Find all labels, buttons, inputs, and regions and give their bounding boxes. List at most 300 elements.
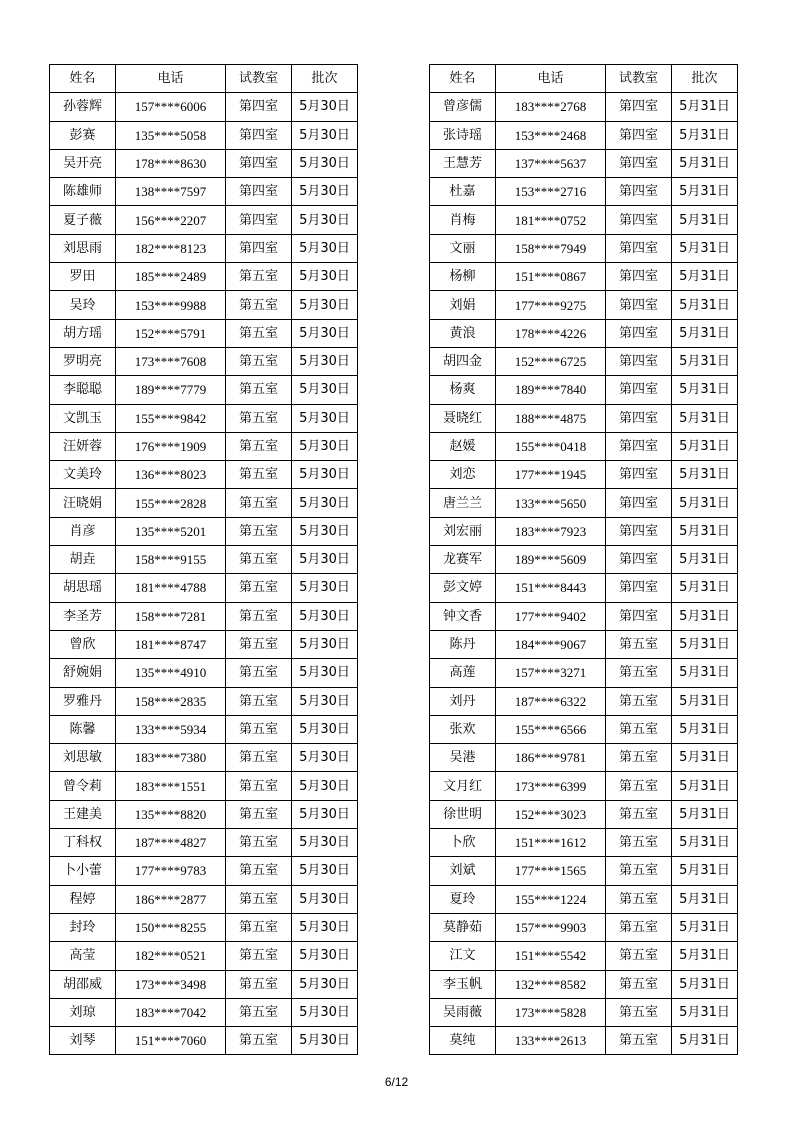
table-row	[430, 291, 738, 319]
cell-name: 龙赛军	[430, 546, 496, 574]
cell-room: 第五室	[226, 715, 292, 743]
cell-name: 黄浪	[430, 319, 496, 347]
cell-name: 胡思瑶	[50, 574, 116, 602]
cell-name: 丁科权	[50, 829, 116, 857]
cell-batch: 5月31日	[672, 913, 738, 941]
cell-room: 第四室	[606, 574, 672, 602]
cell-room: 第五室	[606, 942, 672, 970]
cell-name: 杨柳	[430, 263, 496, 291]
table-row	[50, 546, 358, 574]
cell-name: 陈丹	[430, 630, 496, 658]
cell-batch: 5月31日	[672, 772, 738, 800]
cell-batch: 5月31日	[672, 546, 738, 574]
cell-name: 张欢	[430, 715, 496, 743]
cell-phone: 135****8820	[116, 800, 226, 828]
table-row	[50, 630, 358, 658]
cell-phone: 189****7840	[496, 376, 606, 404]
cell-batch: 5月31日	[672, 687, 738, 715]
cell-phone: 155****2828	[116, 489, 226, 517]
cell-phone: 153****9988	[116, 291, 226, 319]
cell-batch: 5月30日	[292, 970, 358, 998]
table-row	[50, 913, 358, 941]
cell-room: 第四室	[606, 376, 672, 404]
cell-name: 李圣芳	[50, 602, 116, 630]
cell-name: 文美玲	[50, 461, 116, 489]
cell-name: 罗田	[50, 263, 116, 291]
cell-room: 第五室	[226, 659, 292, 687]
cell-batch: 5月30日	[292, 291, 358, 319]
cell-batch: 5月31日	[672, 885, 738, 913]
cell-phone: 176****1909	[116, 432, 226, 460]
cell-room: 第四室	[606, 489, 672, 517]
cell-batch: 5月31日	[672, 1027, 738, 1055]
cell-name: 王建美	[50, 800, 116, 828]
table-row	[430, 432, 738, 460]
table-row	[50, 432, 358, 460]
cell-batch: 5月31日	[672, 715, 738, 743]
cell-name: 罗明亮	[50, 347, 116, 375]
table-row	[50, 970, 358, 998]
cell-name: 刘思雨	[50, 234, 116, 262]
cell-batch: 5月30日	[292, 744, 358, 772]
cell-phone: 187****4827	[116, 829, 226, 857]
table-row	[50, 1027, 358, 1055]
table-row	[50, 772, 358, 800]
cell-batch: 5月31日	[672, 517, 738, 545]
cell-batch: 5月30日	[292, 546, 358, 574]
table-row	[430, 913, 738, 941]
table-row	[430, 602, 738, 630]
cell-name: 刘琴	[50, 1027, 116, 1055]
cell-name: 卜小蕾	[50, 857, 116, 885]
cell-phone: 133****5650	[496, 489, 606, 517]
cell-phone: 132****8582	[496, 970, 606, 998]
cell-room: 第五室	[226, 517, 292, 545]
cell-name: 杜嘉	[430, 178, 496, 206]
table-row	[430, 517, 738, 545]
cell-room: 第五室	[226, 319, 292, 347]
table-row	[50, 319, 358, 347]
cell-name: 夏玲	[430, 885, 496, 913]
cell-phone: 157****9903	[496, 913, 606, 941]
cell-name: 胡垚	[50, 546, 116, 574]
cell-phone: 189****7779	[116, 376, 226, 404]
cell-phone: 151****7060	[116, 1027, 226, 1055]
cell-name: 吴玲	[50, 291, 116, 319]
table-row	[430, 687, 738, 715]
table-row	[430, 489, 738, 517]
cell-batch: 5月31日	[672, 149, 738, 177]
cell-phone: 177****1565	[496, 857, 606, 885]
cell-name: 汪晓娟	[50, 489, 116, 517]
cell-phone: 173****3498	[116, 970, 226, 998]
cell-batch: 5月31日	[672, 800, 738, 828]
cell-room: 第四室	[606, 461, 672, 489]
cell-name: 吴雨薇	[430, 998, 496, 1026]
column-header-name: 姓名	[430, 65, 496, 93]
cell-batch: 5月31日	[672, 234, 738, 262]
roster-table-right	[429, 64, 738, 1055]
cell-batch: 5月31日	[672, 347, 738, 375]
cell-phone: 135****5058	[116, 121, 226, 149]
cell-name: 封玲	[50, 913, 116, 941]
cell-batch: 5月31日	[672, 744, 738, 772]
cell-room: 第五室	[226, 461, 292, 489]
cell-name: 赵媛	[430, 432, 496, 460]
cell-phone: 187****6322	[496, 687, 606, 715]
cell-phone: 138****7597	[116, 178, 226, 206]
table-row	[430, 715, 738, 743]
table-row	[430, 1027, 738, 1055]
cell-room: 第四室	[606, 206, 672, 234]
cell-room: 第五室	[226, 602, 292, 630]
cell-name: 刘娟	[430, 291, 496, 319]
cell-phone: 173****6399	[496, 772, 606, 800]
cell-name: 文月红	[430, 772, 496, 800]
cell-name: 刘恋	[430, 461, 496, 489]
table-row	[430, 178, 738, 206]
cell-room: 第四室	[226, 121, 292, 149]
cell-batch: 5月30日	[292, 347, 358, 375]
cell-phone: 181****0752	[496, 206, 606, 234]
table-row	[430, 829, 738, 857]
roster-body-left	[50, 93, 358, 1055]
cell-room: 第五室	[226, 630, 292, 658]
cell-name: 吴开亮	[50, 149, 116, 177]
cell-phone: 155****6566	[496, 715, 606, 743]
cell-phone: 158****2835	[116, 687, 226, 715]
cell-room: 第五室	[226, 347, 292, 375]
cell-room: 第四室	[226, 206, 292, 234]
cell-name: 胡方瑶	[50, 319, 116, 347]
cell-name: 刘丹	[430, 687, 496, 715]
cell-phone: 152****6725	[496, 347, 606, 375]
cell-name: 刘斌	[430, 857, 496, 885]
table-row	[50, 602, 358, 630]
cell-room: 第四室	[226, 93, 292, 121]
cell-batch: 5月31日	[672, 121, 738, 149]
table-row	[50, 121, 358, 149]
cell-room: 第五室	[606, 885, 672, 913]
cell-name: 彭文婷	[430, 574, 496, 602]
cell-name: 陈馨	[50, 715, 116, 743]
cell-room: 第四室	[606, 602, 672, 630]
cell-batch: 5月31日	[672, 574, 738, 602]
cell-batch: 5月30日	[292, 942, 358, 970]
column-header-batch: 批次	[672, 65, 738, 93]
cell-name: 程婷	[50, 885, 116, 913]
table-row	[430, 149, 738, 177]
cell-phone: 186****9781	[496, 744, 606, 772]
table-row	[50, 998, 358, 1026]
cell-room: 第五室	[226, 291, 292, 319]
cell-room: 第五室	[226, 885, 292, 913]
cell-name: 肖梅	[430, 206, 496, 234]
cell-phone: 151****8443	[496, 574, 606, 602]
cell-room: 第五室	[226, 744, 292, 772]
roster-body-right	[430, 93, 738, 1055]
header-row	[430, 65, 738, 93]
cell-room: 第四室	[606, 178, 672, 206]
cell-room: 第四室	[606, 121, 672, 149]
cell-name: 高莹	[50, 942, 116, 970]
cell-room: 第四室	[606, 546, 672, 574]
cell-room: 第五室	[226, 772, 292, 800]
cell-name: 江文	[430, 942, 496, 970]
cell-phone: 181****8747	[116, 630, 226, 658]
cell-room: 第五室	[226, 970, 292, 998]
cell-room: 第五室	[606, 829, 672, 857]
cell-batch: 5月31日	[672, 432, 738, 460]
cell-phone: 189****5609	[496, 546, 606, 574]
cell-name: 曾欣	[50, 630, 116, 658]
cell-batch: 5月31日	[672, 489, 738, 517]
cell-name: 钟文香	[430, 602, 496, 630]
cell-phone: 155****9842	[116, 404, 226, 432]
cell-phone: 133****5934	[116, 715, 226, 743]
cell-room: 第五室	[226, 1027, 292, 1055]
cell-batch: 5月31日	[672, 376, 738, 404]
cell-batch: 5月31日	[672, 461, 738, 489]
cell-phone: 177****9783	[116, 857, 226, 885]
cell-room: 第四室	[606, 432, 672, 460]
table-row	[50, 715, 358, 743]
table-row	[50, 687, 358, 715]
cell-phone: 183****1551	[116, 772, 226, 800]
table-row	[50, 489, 358, 517]
cell-room: 第四室	[606, 517, 672, 545]
cell-batch: 5月30日	[292, 121, 358, 149]
table-row	[50, 93, 358, 121]
page-number: 6/12	[384, 1075, 409, 1089]
table-row	[50, 885, 358, 913]
cell-phone: 184****9067	[496, 630, 606, 658]
table-row	[50, 149, 358, 177]
cell-room: 第四室	[606, 93, 672, 121]
table-row	[50, 659, 358, 687]
column-header-name: 姓名	[50, 65, 116, 93]
column-header-room: 试教室	[606, 65, 672, 93]
cell-room: 第五室	[226, 857, 292, 885]
cell-room: 第四室	[606, 347, 672, 375]
cell-phone: 158****9155	[116, 546, 226, 574]
table-row	[430, 376, 738, 404]
cell-phone: 157****6006	[116, 93, 226, 121]
table-row	[430, 772, 738, 800]
cell-name: 文凯玉	[50, 404, 116, 432]
cell-room: 第五室	[606, 687, 672, 715]
cell-phone: 178****4226	[496, 319, 606, 347]
cell-room: 第五室	[606, 800, 672, 828]
cell-name: 吴港	[430, 744, 496, 772]
cell-phone: 155****1224	[496, 885, 606, 913]
cell-name: 刘宏丽	[430, 517, 496, 545]
cell-name: 莫静茹	[430, 913, 496, 941]
cell-batch: 5月30日	[292, 404, 358, 432]
cell-name: 王慧芳	[430, 149, 496, 177]
cell-room: 第四室	[606, 291, 672, 319]
cell-room: 第四室	[606, 234, 672, 262]
cell-name: 高莲	[430, 659, 496, 687]
cell-room: 第五室	[226, 942, 292, 970]
table-row	[430, 998, 738, 1026]
table-row	[50, 376, 358, 404]
table-row	[50, 857, 358, 885]
cell-phone: 188****4875	[496, 404, 606, 432]
cell-room: 第四室	[226, 234, 292, 262]
cell-phone: 181****4788	[116, 574, 226, 602]
cell-name: 陈雄师	[50, 178, 116, 206]
cell-phone: 156****2207	[116, 206, 226, 234]
cell-phone: 158****7949	[496, 234, 606, 262]
cell-batch: 5月31日	[672, 942, 738, 970]
cell-phone: 177****9402	[496, 602, 606, 630]
cell-name: 李聪聪	[50, 376, 116, 404]
cell-batch: 5月31日	[672, 178, 738, 206]
cell-room: 第五室	[226, 546, 292, 574]
cell-room: 第五室	[226, 687, 292, 715]
table-row	[50, 234, 358, 262]
cell-batch: 5月30日	[292, 772, 358, 800]
cell-phone: 133****2613	[496, 1027, 606, 1055]
table-row	[430, 347, 738, 375]
cell-batch: 5月31日	[672, 319, 738, 347]
table-row	[50, 178, 358, 206]
cell-room: 第五室	[606, 744, 672, 772]
cell-batch: 5月30日	[292, 319, 358, 347]
cell-batch: 5月30日	[292, 602, 358, 630]
cell-name: 文丽	[430, 234, 496, 262]
cell-name: 胡四金	[430, 347, 496, 375]
cell-name: 聂晓红	[430, 404, 496, 432]
table-row	[430, 546, 738, 574]
cell-room: 第四室	[226, 149, 292, 177]
table-row	[50, 517, 358, 545]
column-header-batch: 批次	[292, 65, 358, 93]
cell-room: 第五室	[226, 829, 292, 857]
cell-name: 曾令莉	[50, 772, 116, 800]
cell-name: 刘琼	[50, 998, 116, 1026]
table-row	[430, 319, 738, 347]
cell-room: 第五室	[226, 800, 292, 828]
cell-batch: 5月31日	[672, 404, 738, 432]
cell-name: 杨爽	[430, 376, 496, 404]
cell-room: 第五室	[226, 376, 292, 404]
cell-name: 唐兰兰	[430, 489, 496, 517]
table-row	[50, 744, 358, 772]
cell-batch: 5月30日	[292, 687, 358, 715]
cell-room: 第四室	[606, 263, 672, 291]
cell-phone: 183****2768	[496, 93, 606, 121]
cell-phone: 173****5828	[496, 998, 606, 1026]
cell-batch: 5月30日	[292, 178, 358, 206]
cell-phone: 151****5542	[496, 942, 606, 970]
cell-room: 第五室	[606, 715, 672, 743]
cell-phone: 183****7923	[496, 517, 606, 545]
cell-batch: 5月30日	[292, 885, 358, 913]
table-row	[50, 291, 358, 319]
column-header-room: 试教室	[226, 65, 292, 93]
table-row	[50, 263, 358, 291]
cell-batch: 5月30日	[292, 93, 358, 121]
cell-phone: 173****7608	[116, 347, 226, 375]
cell-room: 第五室	[606, 857, 672, 885]
cell-batch: 5月31日	[672, 602, 738, 630]
cell-room: 第五室	[226, 574, 292, 602]
cell-batch: 5月31日	[672, 263, 738, 291]
cell-phone: 150****8255	[116, 913, 226, 941]
cell-room: 第五室	[226, 263, 292, 291]
table-row	[50, 347, 358, 375]
cell-batch: 5月30日	[292, 517, 358, 545]
cell-name: 夏子薇	[50, 206, 116, 234]
cell-name: 孙蓉辉	[50, 93, 116, 121]
cell-room: 第五室	[606, 1027, 672, 1055]
cell-batch: 5月31日	[672, 857, 738, 885]
cell-batch: 5月31日	[672, 970, 738, 998]
table-row	[430, 93, 738, 121]
cell-batch: 5月30日	[292, 659, 358, 687]
table-row	[50, 461, 358, 489]
cell-phone: 135****5201	[116, 517, 226, 545]
table-row	[430, 800, 738, 828]
cell-name: 徐世明	[430, 800, 496, 828]
cell-batch: 5月30日	[292, 206, 358, 234]
cell-phone: 183****7380	[116, 744, 226, 772]
table-row	[430, 857, 738, 885]
table-row	[430, 630, 738, 658]
cell-batch: 5月30日	[292, 715, 358, 743]
table-row	[430, 263, 738, 291]
cell-batch: 5月31日	[672, 206, 738, 234]
table-row	[430, 404, 738, 432]
table-row	[430, 885, 738, 913]
cell-room: 第五室	[606, 913, 672, 941]
cell-batch: 5月31日	[672, 998, 738, 1026]
cell-batch: 5月30日	[292, 489, 358, 517]
cell-phone: 182****0521	[116, 942, 226, 970]
cell-batch: 5月30日	[292, 857, 358, 885]
column-header-phone: 电话	[116, 65, 226, 93]
cell-phone: 136****8023	[116, 461, 226, 489]
cell-room: 第五室	[606, 630, 672, 658]
cell-phone: 135****4910	[116, 659, 226, 687]
cell-phone: 153****2716	[496, 178, 606, 206]
cell-batch: 5月31日	[672, 630, 738, 658]
cell-phone: 186****2877	[116, 885, 226, 913]
table-row	[430, 970, 738, 998]
table-row	[50, 574, 358, 602]
cell-phone: 151****0867	[496, 263, 606, 291]
cell-room: 第五室	[606, 772, 672, 800]
cell-phone: 182****8123	[116, 234, 226, 262]
cell-phone: 137****5637	[496, 149, 606, 177]
cell-phone: 185****2489	[116, 263, 226, 291]
cell-phone: 178****8630	[116, 149, 226, 177]
cell-batch: 5月30日	[292, 149, 358, 177]
cell-room: 第五室	[226, 432, 292, 460]
table-row	[430, 574, 738, 602]
cell-room: 第四室	[606, 149, 672, 177]
cell-phone: 177****1945	[496, 461, 606, 489]
cell-phone: 152****3023	[496, 800, 606, 828]
cell-name: 彭赛	[50, 121, 116, 149]
cell-room: 第四室	[606, 319, 672, 347]
cell-phone: 152****5791	[116, 319, 226, 347]
table-row	[50, 404, 358, 432]
cell-batch: 5月30日	[292, 829, 358, 857]
cell-batch: 5月30日	[292, 630, 358, 658]
